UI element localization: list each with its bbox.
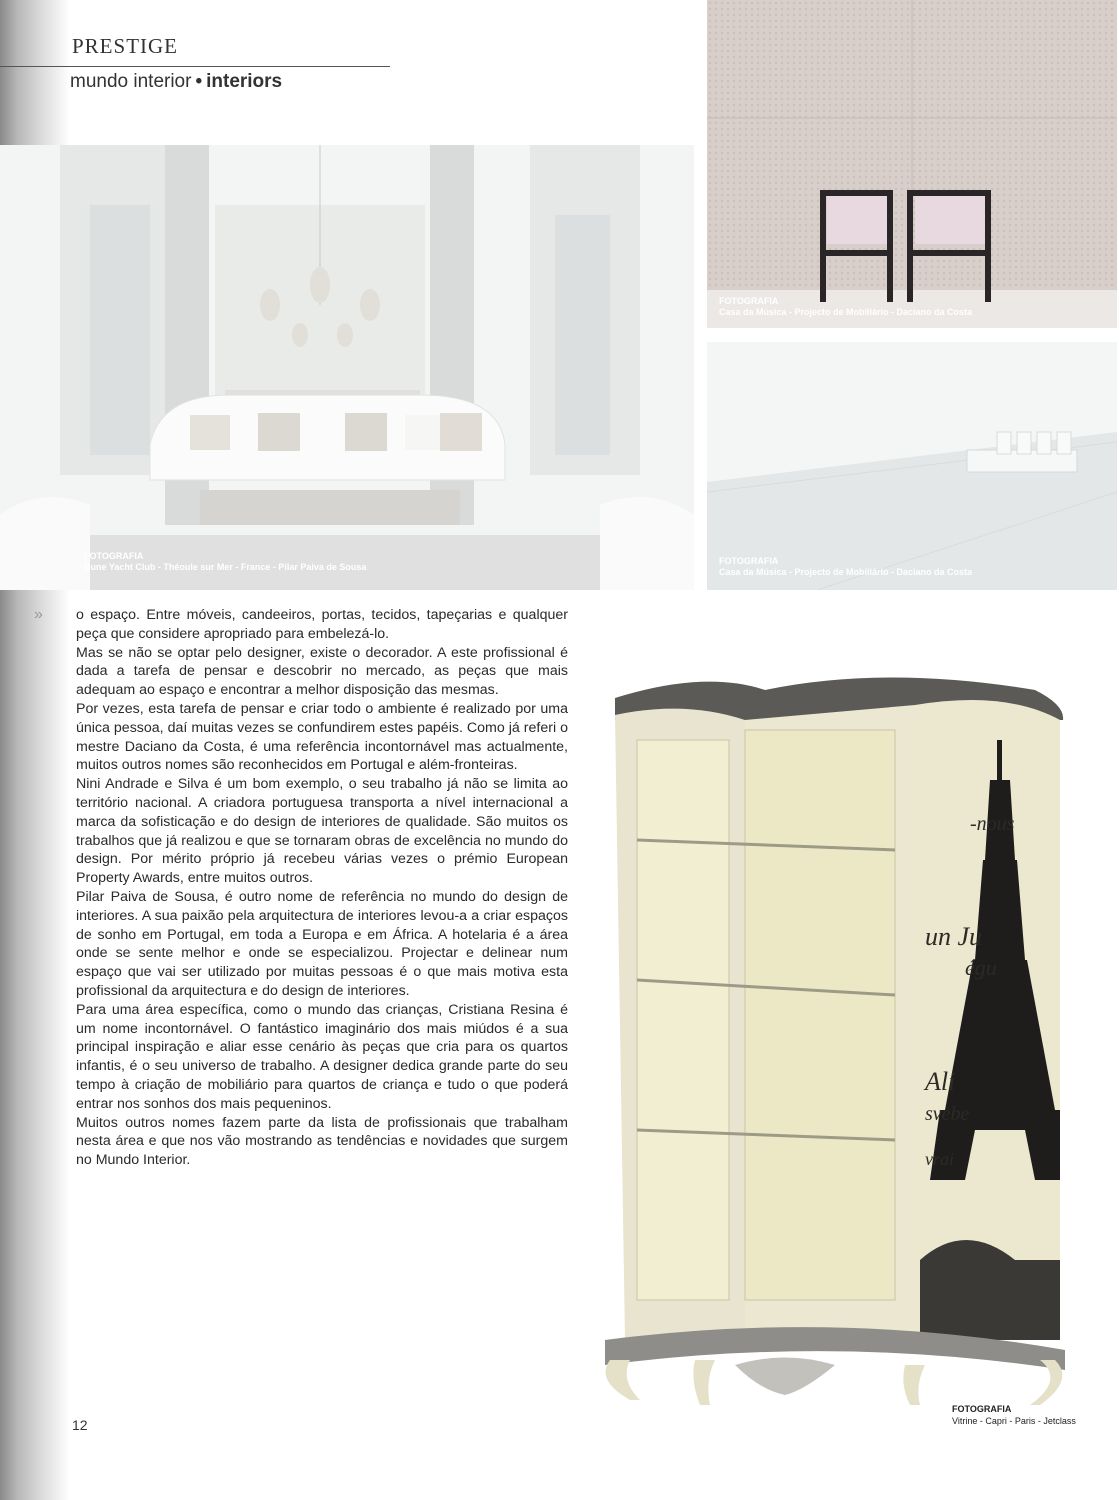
- chairs-illustration: [707, 0, 1117, 328]
- chairs-caption-text: Casa da Música - Projecto de Mobiliário - Daciano da Costa: [719, 307, 973, 317]
- chairs-caption-title: FOTOGRAFIA: [719, 296, 779, 306]
- section-title: [70, 71, 282, 93]
- vitrine-cabinet-illustration: [585, 660, 1095, 1405]
- page-number: 12: [72, 1417, 88, 1433]
- continuation-marker: »: [34, 606, 43, 623]
- section-title-bold: interiors: [206, 71, 283, 92]
- living-room-caption-title: FOTOGRAFIA: [84, 551, 144, 561]
- room-illustration: [707, 342, 1117, 590]
- living-room-caption-text: Dune Yacht Club - Théoule sur Mer - France - Pilar Paiva de Sousa: [84, 562, 367, 572]
- vitrine-cabinet-photo: [585, 660, 1095, 1405]
- cabinet-script-5: svebe: [925, 1103, 970, 1125]
- magazine-brand: PRESTIGE: [72, 34, 179, 58]
- room-caption-title: FOTOGRAFIA: [719, 556, 779, 566]
- article-paragraph: Nini Andrade e Silva é um bom exemplo, o seu trabalho já não se limita ao território nacional. A criadora portuguesa transporta a nível internacional a marca da sofisticação e do design de interiores de qualidade. São muitos os trabalhos que já realizou e que se tornaram obras de excelência no mundo do design. Por mérito próprio já recebeu várias vezes o prémio European Property Awards, entre muitos outros.: [76, 776, 568, 887]
- room-caption: [719, 556, 972, 578]
- chairs-photo: [707, 0, 1117, 328]
- vitrine-caption: [952, 1403, 1076, 1427]
- header-rule: [0, 66, 390, 67]
- room-photo: [707, 342, 1117, 590]
- article-paragraph: Pilar Paiva de Sousa, é outro nome de referência no mundo do design de interiores. A sua paixão pela arquitectura de interiores levou-a a criar espaços de sonho em Portugal, em toda a Europa e em África. A hotelaria é a área onde se sente melhor e onde se especializou. Projectar e delinear num espaço que vai ser utilizado por muitas pessoas é o que mais motiva esta profissional da arquitectura e do design de interiores.: [76, 888, 568, 999]
- article-body: [76, 606, 568, 1170]
- living-room-caption: [84, 551, 366, 573]
- cabinet-script-6: vrai: [925, 1149, 954, 1169]
- section-title-light: mundo interior: [70, 71, 192, 92]
- article-paragraph: Muitos outros nomes fazem parte da lista de profissionais que trabalham nesta área e que nos vão mostrando as tendências e novidades que surgem no Mundo Interior.: [76, 1114, 568, 1169]
- vitrine-caption-title: FOTOGRAFIA: [952, 1404, 1012, 1414]
- section-bullet: •: [195, 71, 203, 92]
- article-paragraph: Para uma área específica, como o mundo das crianças, Cristiana Resina é um nome incontornável. O fantástico imaginário dos mais miúdos é a sua principal inspiração e aliar esse cenário às peças que cria para os quartos infantis, é o seu universo de trabalho. A designer dedica grande parte do seu tempo à criação de mobiliário para quartos de criança e tudo o que poderá entrar nos sonhos dos mais pequeninos.: [76, 1001, 568, 1112]
- living-room-illustration: [0, 145, 694, 590]
- living-room-photo: [0, 145, 694, 590]
- vitrine-caption-text: Vitrine - Capri - Paris - Jetclass: [952, 1416, 1076, 1426]
- article-paragraph: Por vezes, esta tarefa de pensar e criar todo o ambiente é realizado por uma única pessoa, daí muitas vezes se confundirem estes papéis. Como já referi o mestre Daciano da Costa, é uma referência incontornável mas actualmente, muitos outros nomes são reconhecidos em Portugal e além-fronteiras.: [76, 700, 568, 774]
- cabinet-script-4: Ali: [925, 1067, 956, 1096]
- article-paragraph: o espaço. Entre móveis, candeeiros, portas, tecidos, tapeçarias e qualquer peça que considere apropriado para embelezá-lo.: [76, 607, 568, 642]
- cabinet-script-3: égu: [965, 955, 997, 980]
- cabinet-script-1: -nous: [970, 813, 1015, 835]
- chairs-caption: [719, 296, 972, 318]
- room-caption-text: Casa da Música - Projecto de Mobiliário - Daciano da Costa: [719, 567, 973, 577]
- cabinet-script-2: un Ju: [925, 922, 983, 951]
- article-paragraph: Mas se não se optar pelo designer, existe o decorador. A este profissional é dada a tarefa de pensar e descobrir no mercado, as peças que mais adequam ao espaço e encontrar a melhor disposição das mesmas.: [76, 644, 568, 699]
